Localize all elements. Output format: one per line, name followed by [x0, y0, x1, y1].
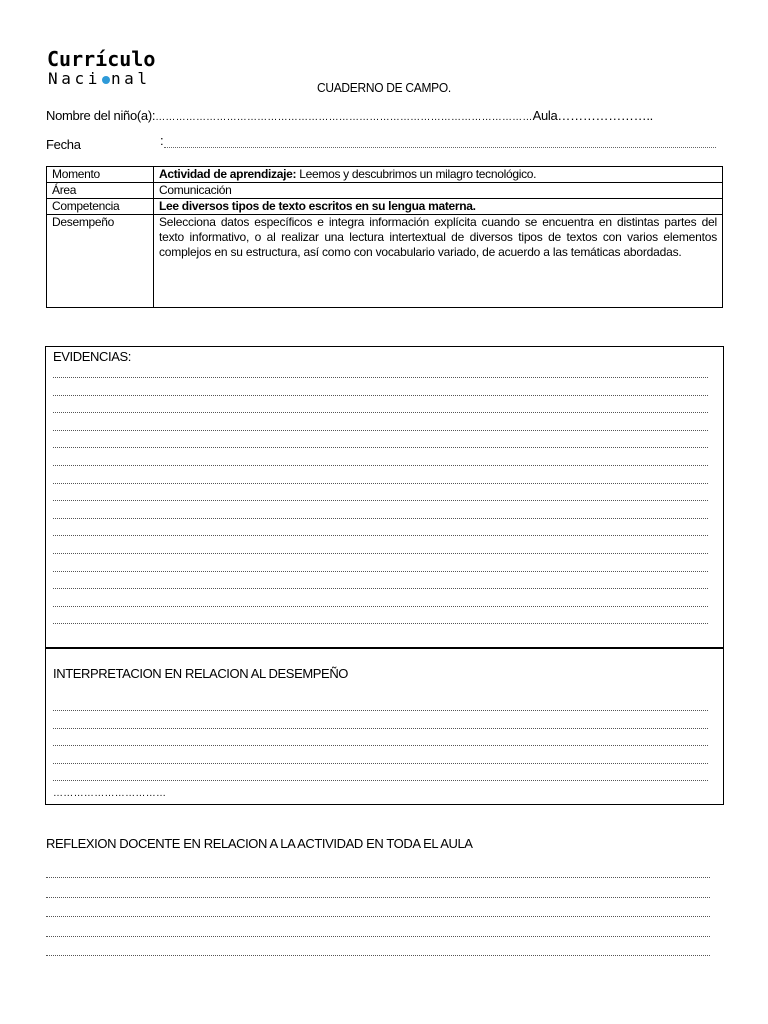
momento-cell [154, 167, 723, 183]
evidencias-title: EVIDENCIAS: [53, 349, 131, 364]
actividad-label: Actividad de aprendizaje: [159, 167, 297, 181]
fecha-field[interactable] [164, 147, 716, 148]
reflexion-title: REFLEXION DOCENTE EN RELACION A LA ACTIVIDAD EN TODA EL AULA [46, 836, 473, 851]
table-row [47, 199, 723, 215]
interpretacion-last-dots: …………………………… [53, 788, 167, 799]
area-label: Área [47, 183, 154, 199]
info-table [46, 166, 723, 308]
logo-line1 [47, 48, 155, 70]
writing-line[interactable] [53, 588, 708, 589]
writing-line[interactable] [53, 606, 708, 607]
writing-line[interactable] [53, 710, 708, 711]
writing-line[interactable] [53, 465, 708, 466]
evidencias-box [45, 346, 724, 649]
writing-line[interactable] [53, 623, 708, 624]
writing-line[interactable] [53, 571, 708, 572]
fecha-row [46, 133, 718, 152]
fecha-colon: : [160, 133, 164, 148]
actividad-value: Leemos y descubrimos un milagro tecnológico. [296, 167, 537, 181]
writing-line[interactable] [46, 897, 710, 898]
interpretacion-title: INTERPRETACION EN RELACION AL DESEMPEÑO [53, 666, 349, 681]
desempeno-value: Selecciona datos específicos e integra información explícita cuando se encuentra en distintas partes del texto informativo, o al realizar una lectura intertextual de diversos tipos de textos con varios elementos complejos en su estructura, así como con vocabulario variado, de acuerdo a las temáticas abordadas. [154, 215, 723, 308]
desempeno-label: Desempeño [47, 215, 154, 308]
writing-line[interactable] [46, 877, 710, 878]
aula-field[interactable]: Aula………………….. [532, 108, 653, 123]
writing-line[interactable] [53, 412, 708, 413]
writing-line[interactable] [46, 955, 710, 956]
document-title: CUADERNO DE CAMPO. [317, 80, 451, 95]
writing-line[interactable] [53, 763, 708, 764]
writing-line[interactable] [53, 728, 708, 729]
writing-line[interactable] [53, 745, 708, 746]
table-row [47, 215, 723, 308]
writing-line[interactable] [53, 518, 708, 519]
writing-line[interactable] [53, 430, 708, 431]
writing-line[interactable] [53, 447, 708, 448]
table-row [47, 183, 723, 199]
fecha-label: Fecha [46, 137, 81, 152]
writing-line[interactable] [53, 500, 708, 501]
competencia-label: Competencia [47, 199, 154, 215]
writing-line[interactable] [53, 780, 708, 781]
writing-line[interactable] [46, 936, 710, 937]
interpretacion-box [45, 647, 724, 805]
logo-word-part1: Naci [48, 69, 101, 88]
momento-label: Momento [47, 167, 154, 183]
writing-line[interactable] [53, 535, 708, 536]
writing-line[interactable] [46, 916, 710, 917]
name-field[interactable]: ………………………………………………………………………………………………… [155, 112, 533, 123]
writing-line[interactable] [53, 377, 708, 378]
divider [46, 647, 723, 648]
logo-word-part2: nal [110, 69, 151, 88]
logo-dot-icon [102, 76, 110, 84]
curriculo-nacional-logo [47, 48, 155, 88]
competencia-value: Lee diversos tipos de texto escritos en su lengua materna. [154, 199, 723, 215]
writing-line[interactable] [53, 395, 708, 396]
writing-line[interactable] [53, 483, 708, 484]
logo-word-curriculo: Currículo [47, 47, 156, 71]
area-value: Comunicación [154, 183, 723, 199]
writing-line[interactable] [53, 553, 708, 554]
name-row [46, 108, 653, 123]
table-row [47, 167, 723, 183]
logo-line2 [48, 70, 155, 88]
name-label: Nombre del niño(a): [46, 108, 156, 123]
